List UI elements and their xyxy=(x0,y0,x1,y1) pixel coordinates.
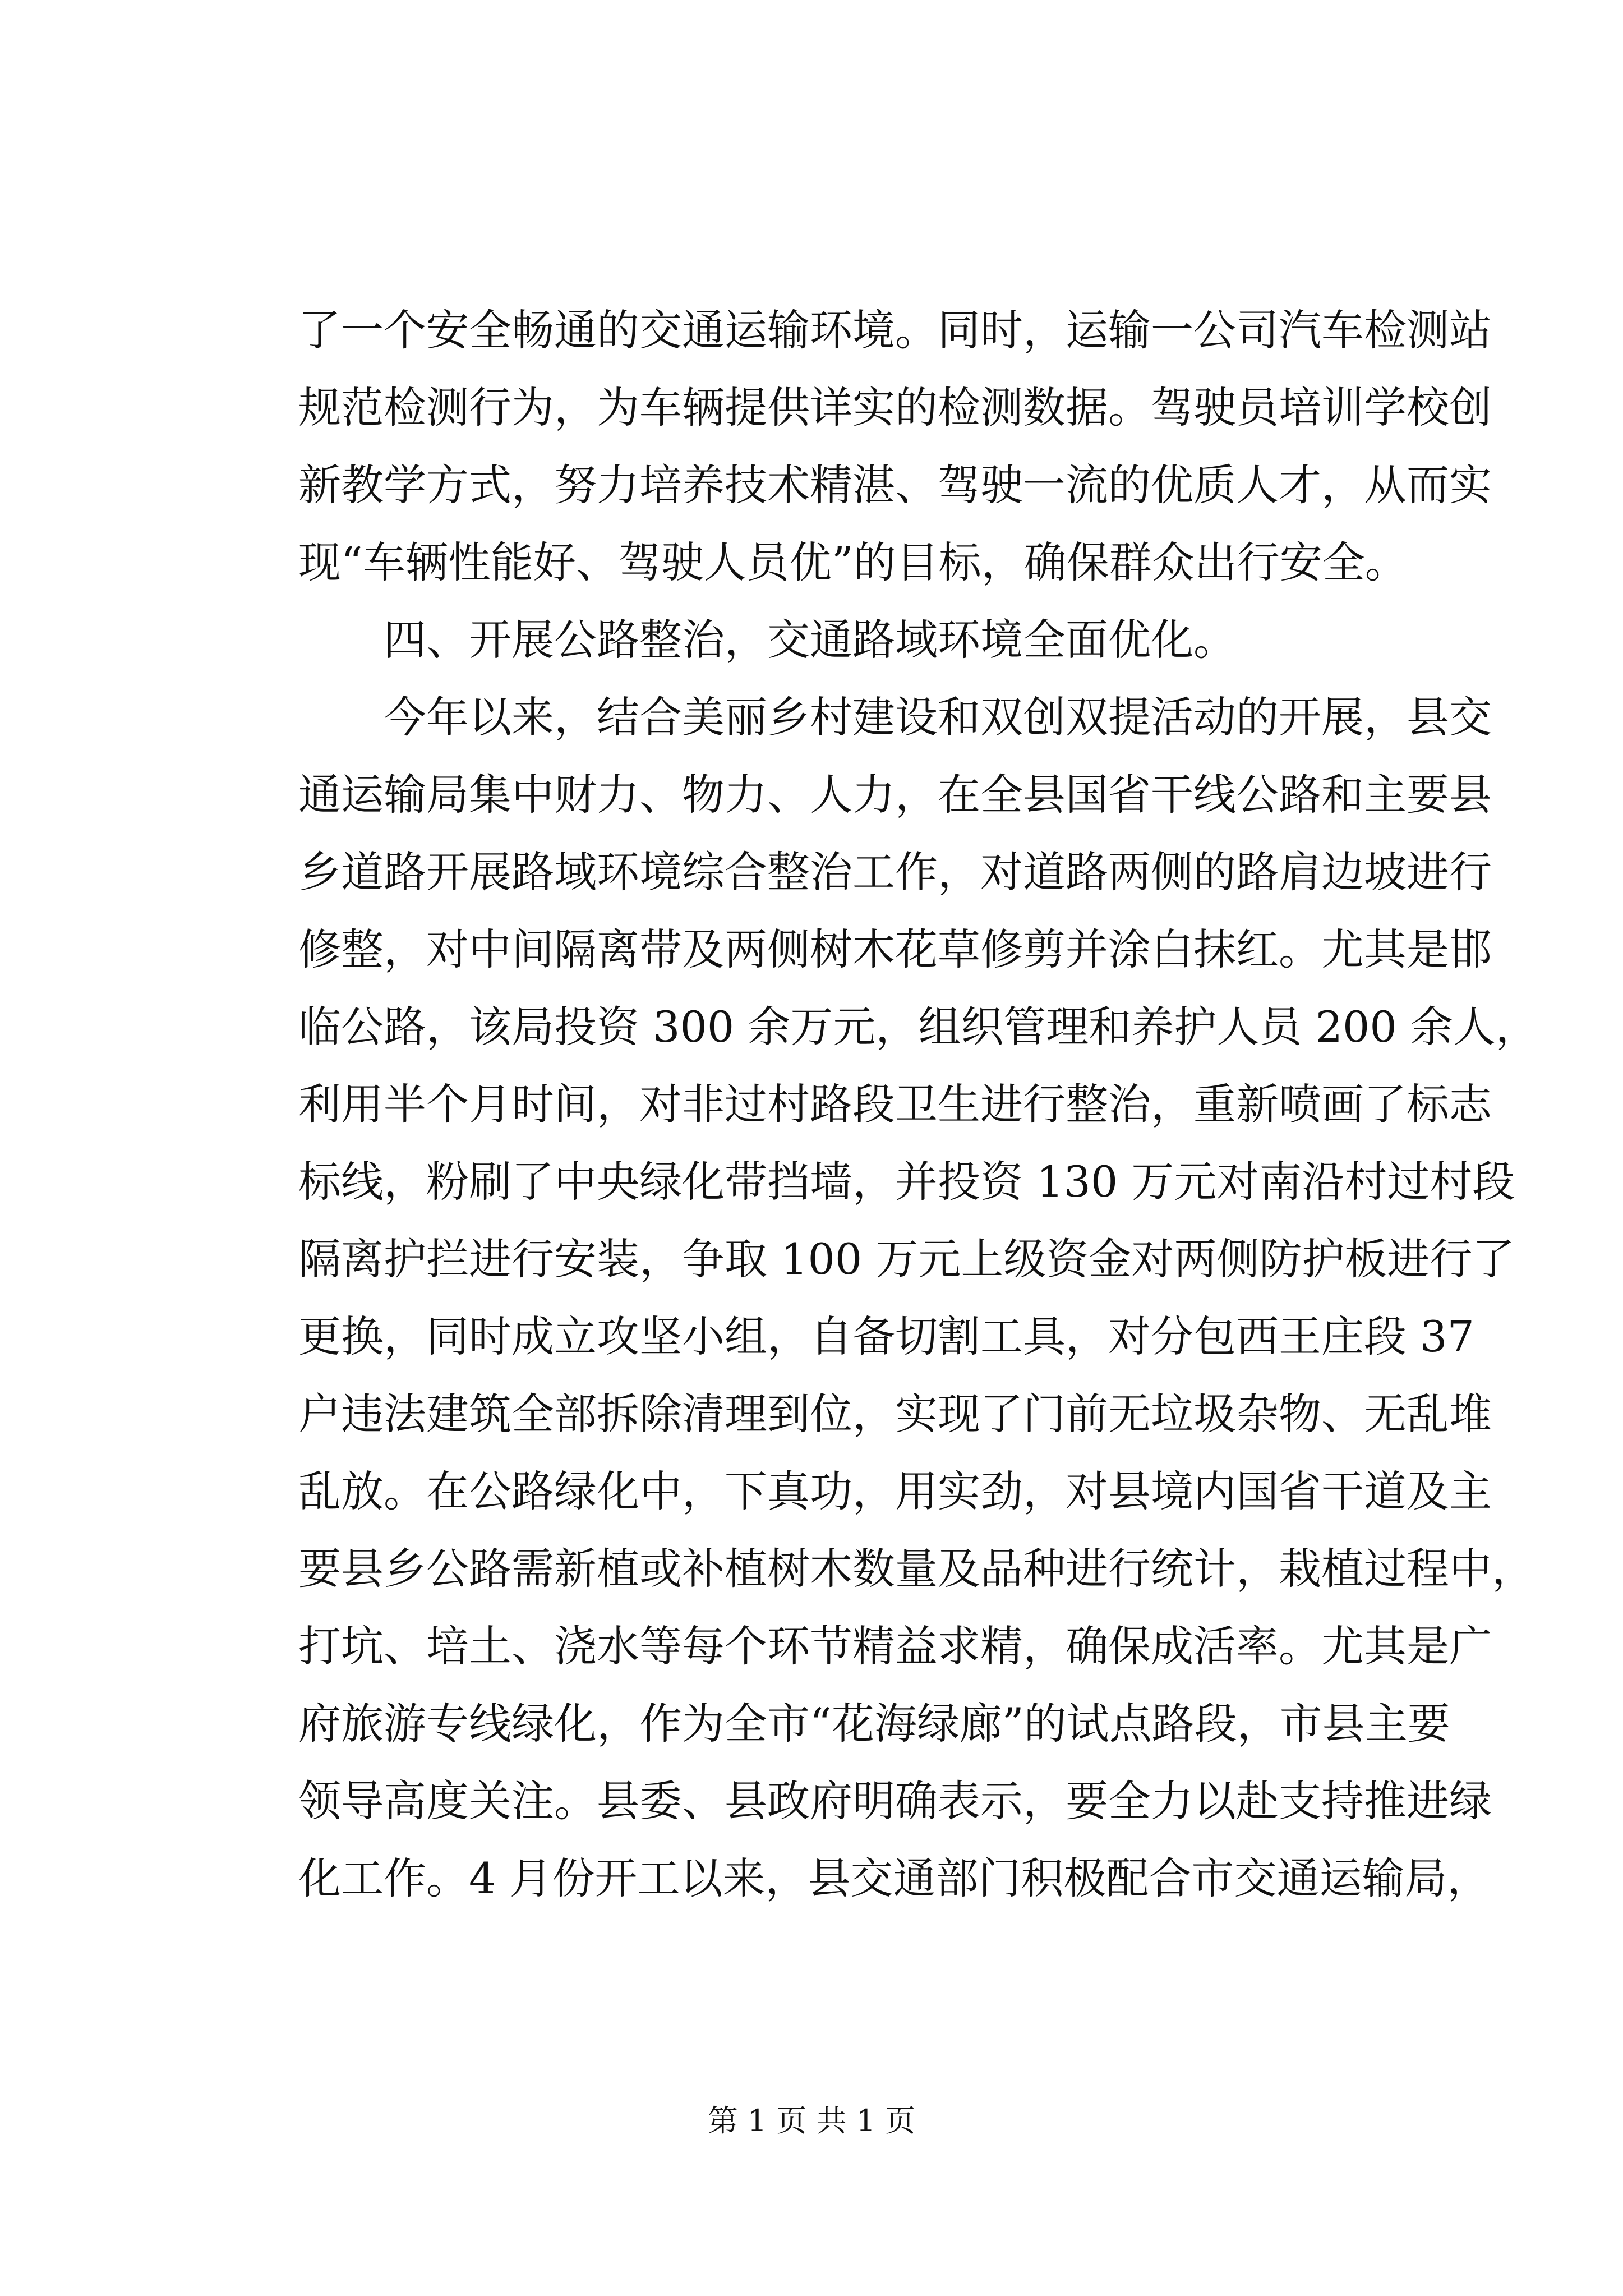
text-line: 利 用 半 个 月 时 间 ， 对 非 过 村 路 段 卫 生 进 行 整 治 ， 重 新 喷 画 了 标 志 xyxy=(298,1079,1492,1129)
text-line: 更 换 ， 同 时 成 立 攻 坚 小 组 ， 自 备 切 割 工 具 ， 对 分 包 西 王 庄 段 3 7 xyxy=(298,1312,1474,1361)
text-line: 化 工 作 。 4 月 份 开 工 以 来 ， 县 交 通 部 门 积 极 配 合 市 交 通 运 输 局 ， xyxy=(298,1853,1490,1903)
document-body xyxy=(298,292,1538,1917)
text-line: 乡 道 路 开 展 路 域 环 境 综 合 整 治 工 作 ， 对 道 路 两 侧 的 路 肩 边 坡 进 行 xyxy=(298,847,1492,897)
text-line: 乱 放 。 在 公 路 绿 化 中 ， 下 真 功 ， 用 实 劲 ， 对 县 境 内 国 省 干 道 及 主 xyxy=(298,1466,1492,1516)
text-line: 了 一 个 安 全 畅 通 的 交 通 运 输 环 境 。 同 时 ， 运 输 一 公 司 汽 车 检 测 站 xyxy=(298,305,1492,355)
text-line: 通 运 输 局 集 中 财 力 、 物 力 、 人 力 ， 在 全 县 国 省 干 线 公 路 和 主 要 县 xyxy=(298,770,1492,820)
section-heading: 四、开展公路整治，交通路域环境全面优化。 xyxy=(384,615,1236,665)
text-line: 领 导 高 度 关 注 。 县 委 、 县 政 府 明 确 表 示 ， 要 全 力 以 赴 支 持 推 进 绿 xyxy=(298,1776,1492,1826)
text-line: 隔 离 护 拦 进 行 安 装 ， 争 取 1 0 0 万 元 上 级 资 金 对 两 侧 防 护 板 进 行 了 xyxy=(298,1234,1515,1284)
text-line: 今 年 以 来 ， 结 合 美 丽 乡 村 建 设 和 双 创 双 提 活 动 的 开 展 ， 县 交 xyxy=(384,692,1492,742)
text-line: 修 整 ， 对 中 间 隔 离 带 及 两 侧 树 木 花 草 修 剪 并 涂 白 抹 红 。 尤 其 是 邯 xyxy=(298,924,1492,974)
text-line: 打 坑 、 培 土 、 浇 水 等 每 个 环 节 精 益 求 精 ， 确 保 成 活 率 。 尤 其 是 广 xyxy=(298,1621,1492,1671)
text-line: 标 线 ， 粉 刷 了 中 央 绿 化 带 挡 墙 ， 并 投 资 1 3 0 万 元 对 南 沿 村 过 村 段 xyxy=(298,1157,1515,1207)
text-line: 新 教 学 方 式 ， 努 力 培 养 技 术 精 湛 、 驾 驶 一 流 的 优 质 人 才 ， 从 而 实 xyxy=(298,460,1492,510)
text-line: 府 旅 游 专 线 绿 化 ， 作 为 全 市 “ 花 海 绿 廊 ” 的 试 点 路 段 ， 市 县 主 要 xyxy=(298,1699,1450,1749)
text-line: 临 公 路 ， 该 局 投 资 3 0 0 余 万 元 ， 组 织 管 理 和 养 护 人 员 2 0 0 余 人 ， xyxy=(298,1002,1538,1052)
text-line: 要 县 乡 公 路 需 新 植 或 补 植 树 木 数 量 及 品 种 进 行 统 计 ， 栽 植 过 程 中 ， xyxy=(298,1544,1534,1594)
text-line: 规 范 检 测 行 为 ， 为 车 辆 提 供 详 实 的 检 测 数 据 。 驾 驶 员 培 训 学 校 创 xyxy=(298,383,1492,432)
page-number: 第 1 页 共 1 页 xyxy=(707,2103,916,2138)
text-line: 户 违 法 建 筑 全 部 拆 除 清 理 到 位 ， 实 现 了 门 前 无 垃 圾 杂 物 、 无 乱 堆 xyxy=(298,1389,1492,1439)
text-line: 现“车辆性能好、驾驶人员优”的目标，确保群众出行安全。 xyxy=(298,537,1408,587)
page-footer xyxy=(0,2097,1623,2140)
